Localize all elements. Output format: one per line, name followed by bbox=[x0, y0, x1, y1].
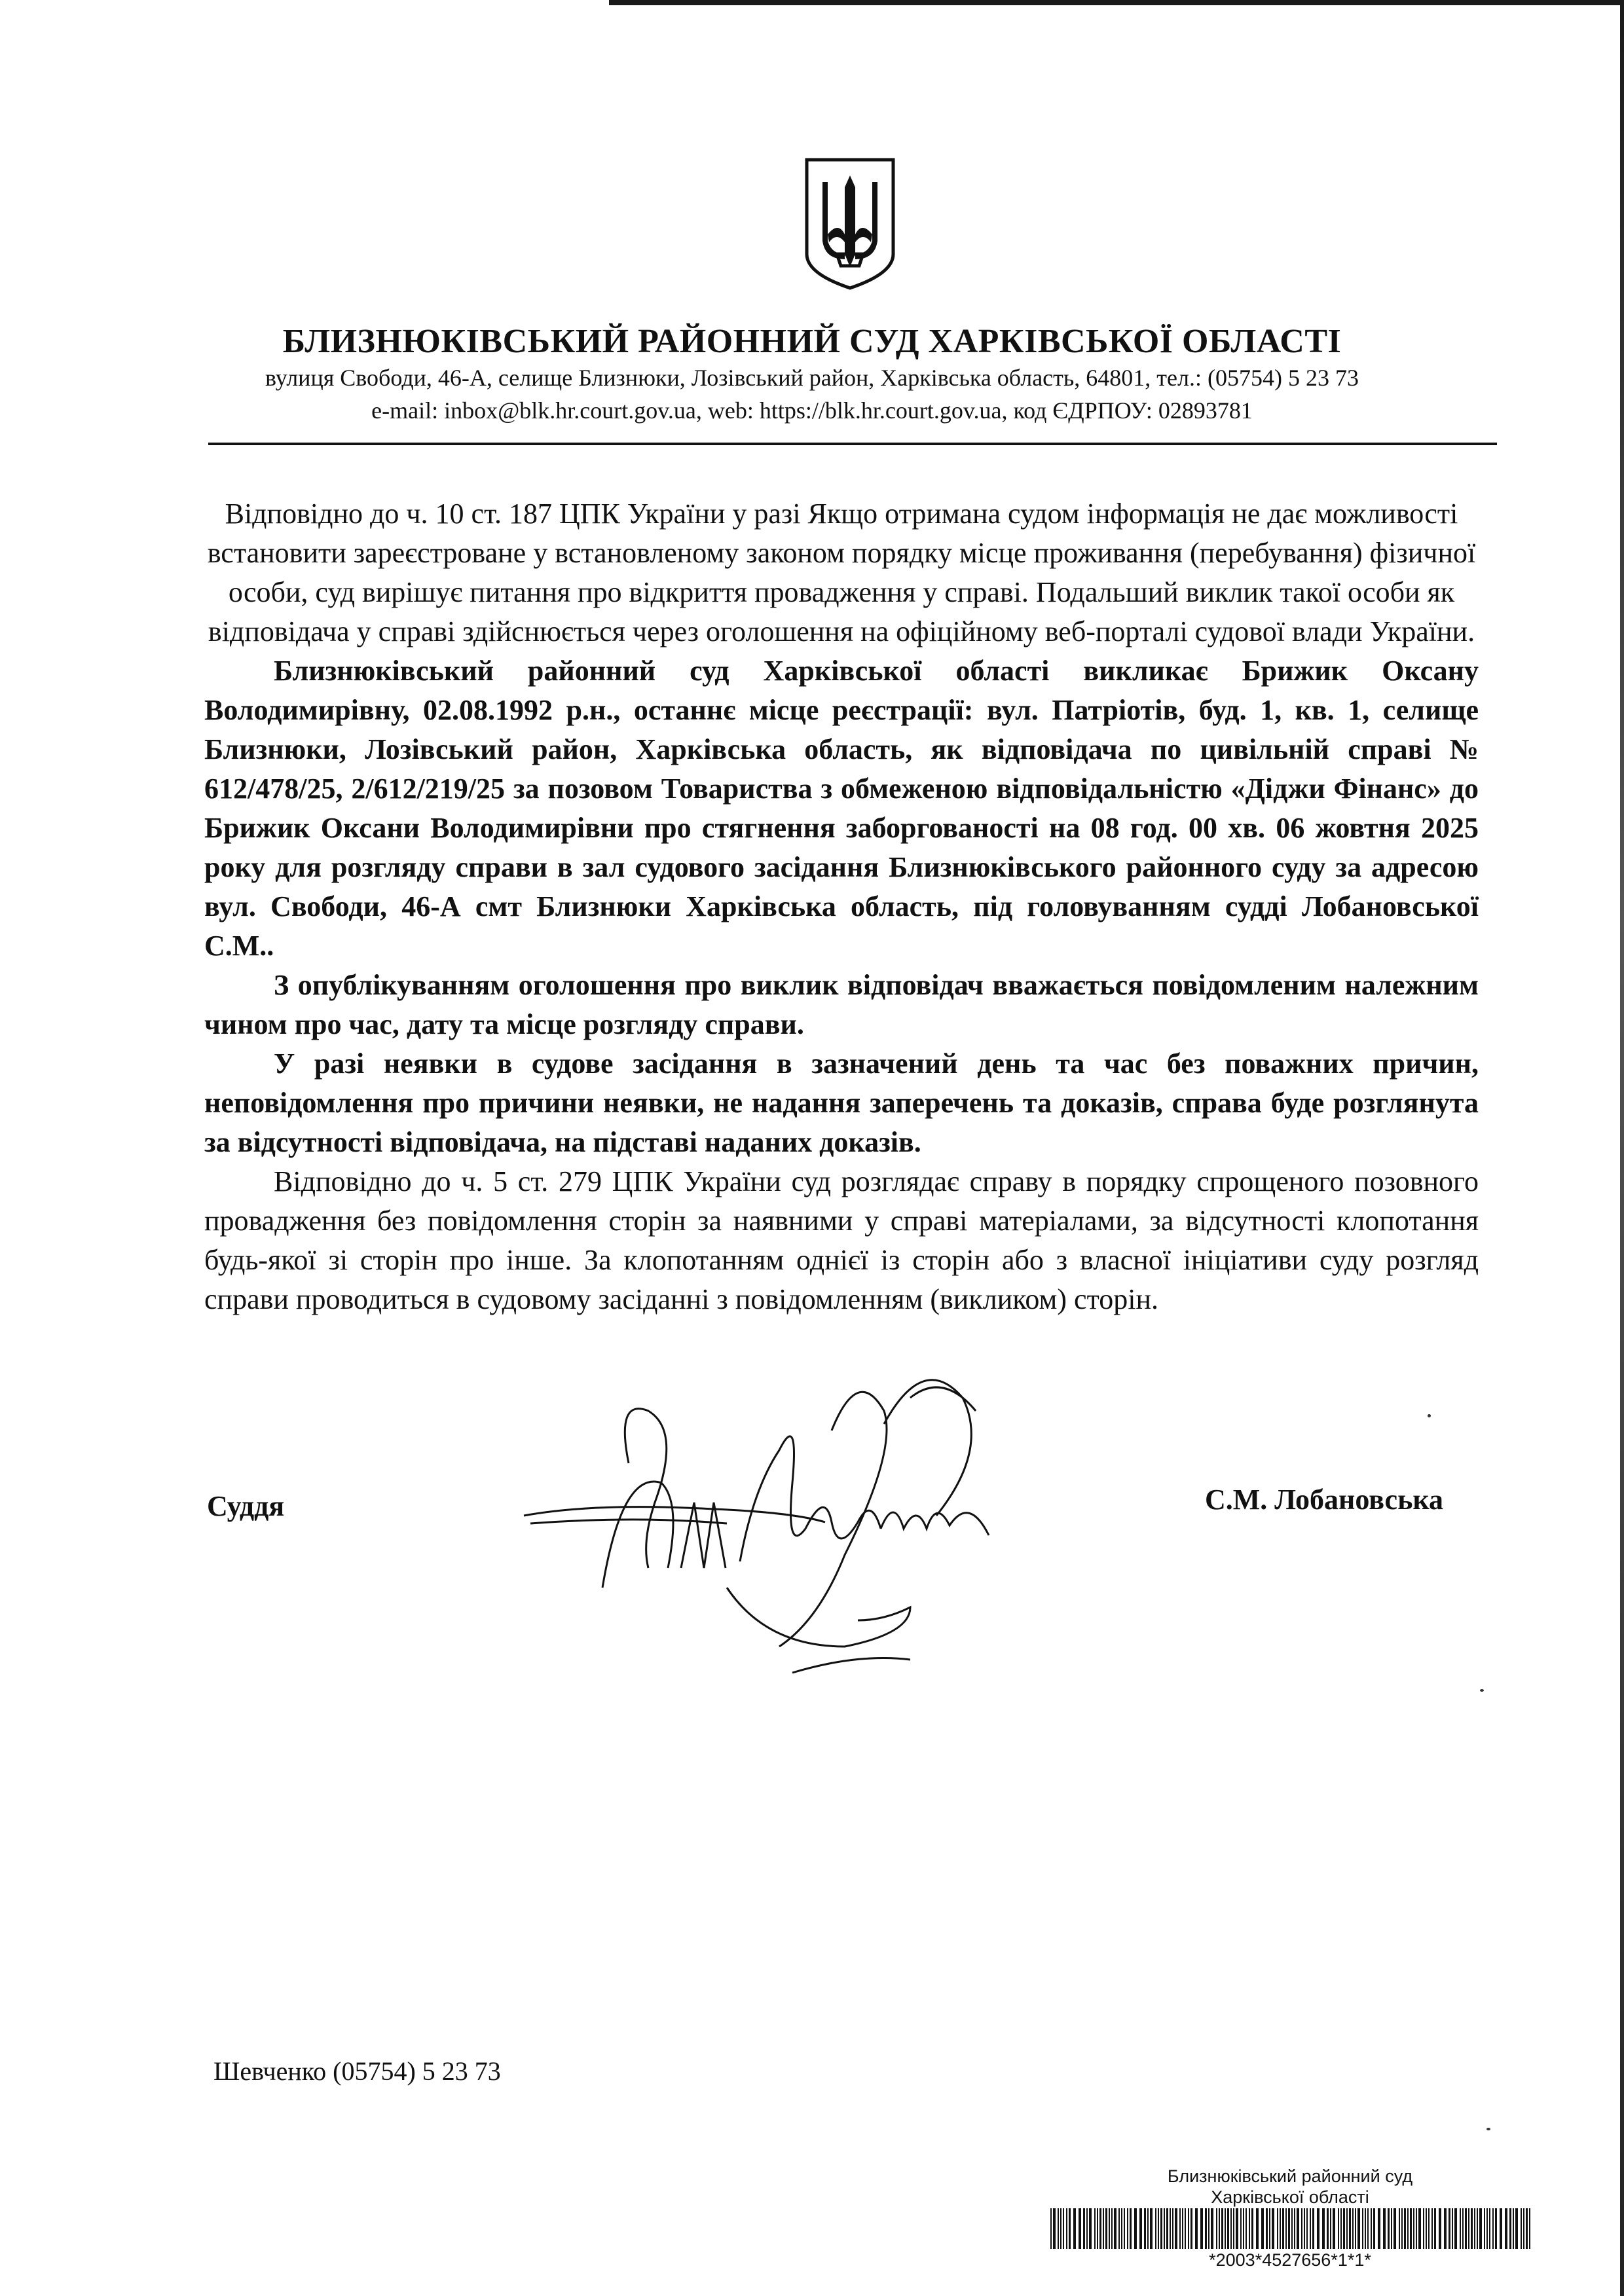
scan-speck bbox=[1428, 1414, 1431, 1417]
header-divider bbox=[208, 443, 1497, 445]
trident-coat-of-arms-icon bbox=[803, 156, 897, 291]
judge-name: С.М. Лобановська bbox=[1205, 1484, 1444, 1516]
scan-edge-right bbox=[1620, 0, 1624, 2296]
intro-paragraph: Відповідно до ч. 10 ст. 187 ЦПК України у разі Якщо отримана судом інформація не дає можливості встановити зареєстроване у встановленому законом порядку місце проживання (перебування) фізичної особи, суд вирішує питання про відкриття провадження у справі. Подальший виклик такої особи як відповідача у справі здійснюється через оголошення на офіційному веб-порталі судової влади України. bbox=[207, 498, 1476, 647]
registration-stamp bbox=[1048, 2165, 1532, 2270]
absence-paragraph: У разі неявки в судове засідання в зазначений день та час без поважних причин, неповідомлення про причини неявки, не надання заперечень та доказів, справа буде розглянута за відсутності відповідача, на підставі наданих доказів. bbox=[204, 1048, 1479, 1158]
stamp-court-name: Близнюківський районний суд bbox=[1167, 2166, 1413, 2186]
summons-paragraph: Близнюківський районний суд Харківської області викликає Брижик Оксану Володимирівну, 02.08.1992 р.н., останнє місце реєстрації: вул. Патріотів, буд. 1, кв. 1, селище Близнюки, Лозівський район, Харківська область, як відповідача по цивільній справі № 612/478/25, 2/612/219/25 за позовом Товариства з обмеженою відповідальністю «Діджи Фінанс» до Брижик Оксани Володимирівни про стягнення заборгованості на 08 год. 00 хв. 06 жовтня 2025 року для розгляду справи в зал судового засідання Близнюківського районного суду за адресою вул. Свободи, 46-А смт Близнюки Харківська область, під головуванням судді Лобановської С.М.. bbox=[204, 655, 1479, 962]
handwritten-signature bbox=[517, 1372, 1107, 1699]
judge-role-label: Суддя bbox=[207, 1490, 285, 1522]
court-address: вулиця Свободи, 46-А, селище Близнюки, Лозівський район, Харківська область, 64801, тел.: (05754) 5 23 73 bbox=[265, 365, 1359, 391]
document-body bbox=[204, 494, 1479, 1319]
court-name: БЛИЗНЮКІВСЬКИЙ РАЙОННИЙ СУД ХАРКІВСЬКОЇ ОБЛАСТІ bbox=[282, 323, 1342, 360]
scan-speck bbox=[1480, 1689, 1484, 1692]
barcode bbox=[1048, 2208, 1532, 2249]
simplified-procedure-paragraph: Відповідно до ч. 5 ст. 279 ЦПК України суд розглядає справу в порядку спрощеного позовного провадження без повідомлення сторін за наявними у справі матеріалами, за відсутності клопотання будь-якої зі сторін про інше. За клопотанням однієї із сторін або з власної ініціативи суду розгляд справи проводиться в судовому засіданні з повідомленням (викликом) сторін. bbox=[204, 1165, 1479, 1315]
notice-paragraph: З опублікуванням оголошення про виклик відповідач вважається повідомленим належним чином про час, дату та місце розгляду справи. bbox=[204, 969, 1479, 1040]
court-contacts: e-mail: inbox@blk.hr.court.gov.ua, web: https://blk.hr.court.gov.ua, код ЄДРПОУ: 02893781 bbox=[371, 397, 1253, 424]
scan-speck bbox=[1486, 2128, 1490, 2130]
barcode-number: *2003*4527656*1*1* bbox=[1209, 2250, 1371, 2270]
stamp-region: Харківської області bbox=[1211, 2187, 1369, 2207]
executor-contact: Шевченко (05754) 5 23 73 bbox=[213, 2056, 501, 2086]
scan-edge-top bbox=[609, 0, 1624, 5]
